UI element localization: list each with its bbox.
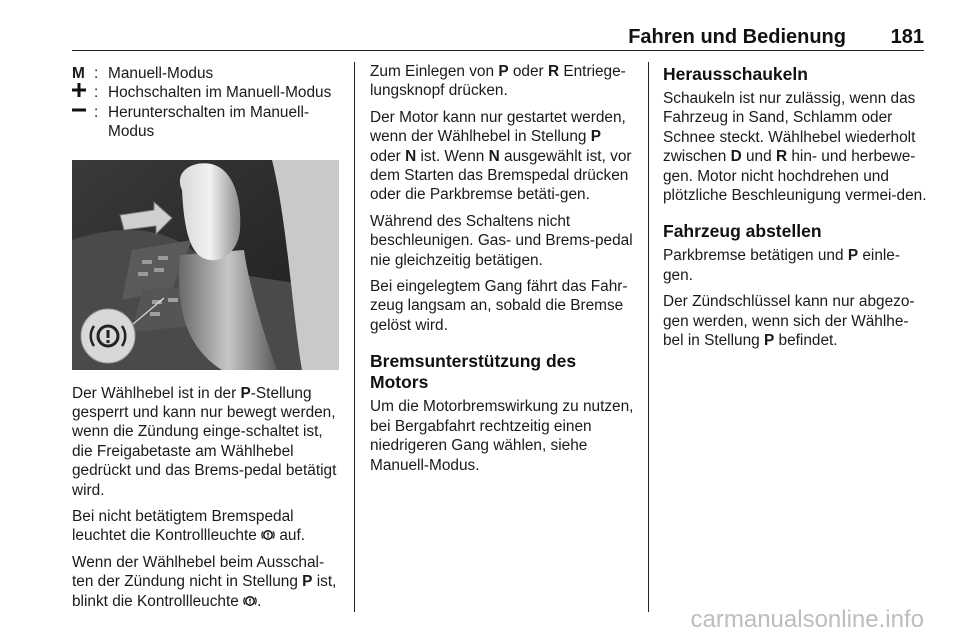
- paragraph: Zum Einlegen von P oder R Entriege-lungsknopf drücken.: [370, 63, 626, 100]
- paragraph: Um die Motorbremswirkung zu nutzen, bei Bergabfahrt rechtzeitig einen niedrigeren Gang wählen, siehe Manuell-Modus.: [370, 398, 634, 474]
- section-title: Fahren und Bedienung: [628, 26, 846, 48]
- column-divider-1: [354, 62, 355, 612]
- mode-label: Manuell-Modus: [108, 65, 214, 82]
- paragraph: Der Zündschlüssel kann nur abgezo-gen werden, wenn sich der Wählhe-bel in Stellung P befindet.: [663, 293, 915, 350]
- page-header: [72, 26, 924, 50]
- page-number: 181: [890, 26, 924, 48]
- brake-warning-icon: [243, 594, 257, 608]
- gear-lever-photo: [72, 160, 339, 370]
- column-2: [370, 62, 634, 482]
- watermark: carmanualsonline.info: [690, 606, 924, 633]
- mode-label: Herunterschalten im Manuell-Modus: [108, 103, 310, 141]
- letter-m-icon: M: [72, 65, 85, 82]
- section-heading: Fahrzeug abstellen: [663, 221, 822, 242]
- paragraph: Der Motor kann nur gestartet werden, wenn der Wählhebel in Stellung P oder N ist. Wenn N ausgewählt ist, vor dem Starten das Bremspedal drücken oder die Parkbremse betäti-gen.: [370, 108, 632, 204]
- section-heading: Herausschaukeln: [663, 64, 808, 84]
- paragraph: Während des Schaltens nicht beschleunigen. Gas- und Brems-pedal nie gleichzeitig betätigen.: [370, 212, 633, 269]
- section-heading: Bremsunterstützung des Motors: [370, 351, 577, 393]
- mode-downshift: : Herunterschalten im Manuell-Modus: [72, 103, 342, 142]
- column-1: [72, 62, 342, 618]
- mode-label: Hochschalten im Manuell-Modus: [108, 84, 332, 102]
- mode-upshift: : Hochschalten im Manuell-Modus: [72, 83, 342, 102]
- column-3: [663, 62, 927, 357]
- mode-manual: M : Manuell-Modus: [72, 64, 342, 83]
- paragraph: Bei nicht betätigtem Bremspedal leuchtet die Kontrollleuchte auf.: [72, 508, 306, 545]
- minus-icon: [72, 103, 94, 122]
- header-divider: [72, 50, 924, 51]
- paragraph: Der Wählhebel ist in der P-Stellung gesperrt und kann nur bewegt werden, wenn die Zündung einge-schaltet ist, die Freigabetaste am Wählhebel gedrückt und das Brems-pedal betätigt wird.: [72, 384, 337, 499]
- paragraph: Schaukeln ist nur zulässig, wenn das Fahrzeug in Sand, Schlamm oder Schnee steckt. Wählhebel wiederholt zwischen D und R hin- und herbewe-gen. Motor nicht hochdrehen und plötzliche Beschleunigung vermei-den.: [663, 90, 927, 205]
- column-divider-2: [648, 62, 649, 612]
- paragraph: Parkbremse betätigen und P einle-gen.: [663, 247, 900, 284]
- plus-icon: [72, 83, 94, 102]
- brake-warning-icon: [261, 528, 275, 542]
- paragraph: Wenn der Wählhebel beim Ausschal-ten der Zündung nicht in Stellung P ist, blinkt die Kontrollleuchte .: [72, 553, 337, 610]
- paragraph: Bei eingelegtem Gang fährt das Fahr-zeug langsam an, sobald die Bremse gelöst wird.: [370, 278, 628, 334]
- shift-mode-list: [72, 64, 342, 142]
